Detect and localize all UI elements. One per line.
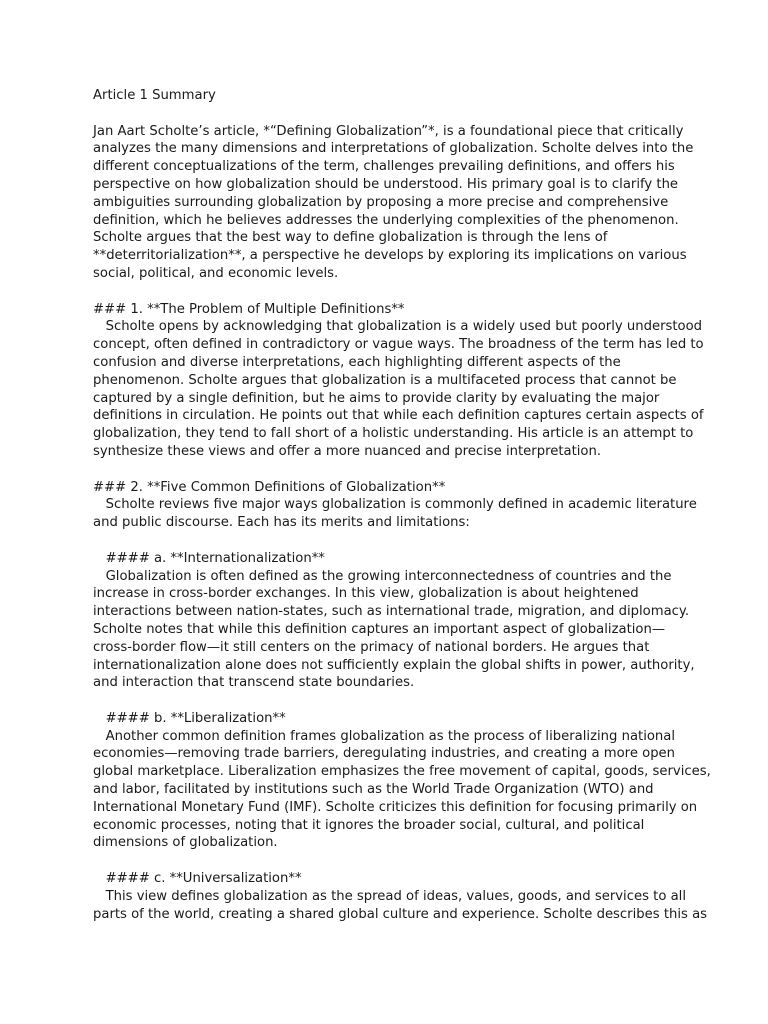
text-line: Scholte argues that the best way to define globalization is through the lens of: [93, 230, 608, 246]
document-title: Article 1 Summary: [93, 88, 216, 103]
text-line: definition, which he believes addresses the underlying complexities of the phenomenon.: [93, 212, 679, 228]
text-line: economic processes, noting that it ignores the broader social, cultural, and political: [93, 817, 645, 833]
text-line: Another common definition frames globalization as the process of liberalizing national: [93, 728, 676, 744]
text-line: concept, often defined in contradictory or vague ways. The broadness of the term has led to: [93, 337, 704, 353]
text-line: confusion and diverse interpretations, each highlighting different aspects of the: [93, 354, 621, 370]
subsection-heading: #### b. **Liberalization**: [93, 710, 286, 726]
blank-line: [93, 692, 693, 710]
subsection-c: [93, 870, 708, 923]
text-line: and interaction that transcend state boundaries.: [93, 675, 415, 691]
blank-line: [93, 852, 693, 870]
intro-paragraph: [93, 123, 693, 283]
text-line: internationalization alone does not sufficiently explain the global shifts in power, authority,: [93, 657, 695, 673]
text-line: captured by a single definition, but he aims to provide clarity by evaluating the major: [93, 390, 660, 406]
text-line: International Monetary Fund (IMF). Scholte criticizes this definition for focusing primarily on: [93, 799, 698, 815]
section-1: [93, 301, 704, 461]
subsection-a: [93, 550, 693, 692]
text-line: definitions in circulation. He points out that while each definition captures certain aspects of: [93, 408, 704, 424]
text-line: ambiguities surrounding globalization by proposing a more precise and comprehensive: [93, 194, 669, 210]
text-line: global marketplace. Liberalization emphasizes the free movement of capital, goods, services,: [93, 764, 711, 780]
text-line: Jan Aart Scholte’s article, *“Defining Globalization”*, is a foundational piece that critically: [93, 123, 684, 139]
text-line: interactions between nation-states, such as international trade, migration, and diplomacy.: [93, 604, 690, 620]
text-line: Scholte opens by acknowledging that globalization is a widely used but poorly understood: [93, 319, 703, 335]
section-heading: ### 2. **Five Common Definitions of Globalization**: [93, 479, 446, 495]
text-line: economies—removing trade barriers, deregulating industries, and creating a more open: [93, 746, 676, 762]
text-line: analyzes the many dimensions and interpretations of globalization. Scholte delves into the: [93, 141, 694, 157]
text-line: Globalization is often defined as the growing interconnectedness of countries and the: [93, 568, 672, 584]
text-line: perspective on how globalization should be understood. His primary goal is to clarify the: [93, 176, 679, 192]
blank-line: [93, 461, 693, 479]
blank-line: [93, 532, 693, 550]
blank-line: [93, 283, 693, 301]
subsection-heading: #### a. **Internationalization**: [93, 550, 325, 566]
text-line: globalization, they tend to fall short of a holistic understanding. His article is an attempt to: [93, 426, 694, 442]
text-line: synthesize these views and offer a more nuanced and precise interpretation.: [93, 443, 602, 459]
text-line: cross-border flow—it still centers on the primacy of national borders. He argues that: [93, 639, 650, 655]
text-line: increase in cross-border exchanges. In this view, globalization is about heightened: [93, 586, 639, 602]
text-line: parts of the world, creating a shared global culture and experience. Scholte describes this as: [93, 906, 708, 922]
text-line: Scholte notes that while this definition captures an important aspect of globalization—: [93, 621, 666, 637]
blank-line: [93, 105, 693, 123]
text-line: **deterritorialization**, a perspective he develops by exploring its implications on various: [93, 248, 687, 264]
document-page: [93, 87, 711, 923]
text-line: social, political, and economic levels.: [93, 265, 339, 281]
text-line: and labor, facilitated by institutions such as the World Trade Organization (WTO) and: [93, 782, 654, 798]
text-line: Scholte reviews five major ways globalization is commonly defined in academic literature: [93, 497, 697, 513]
text-line: phenomenon. Scholte argues that globalization is a multifaceted process that cannot be: [93, 372, 677, 388]
subsection-b: [93, 710, 711, 852]
text-line: and public discourse. Each has its merits and limitations:: [93, 515, 470, 531]
text-line: different conceptualizations of the term, challenges prevailing definitions, and offers his: [93, 159, 675, 175]
subsection-heading: #### c. **Universalization**: [93, 871, 302, 887]
section-2: [93, 479, 697, 532]
text-line: This view defines globalization as the spread of ideas, values, goods, and services to all: [93, 888, 686, 904]
section-heading: ### 1. **The Problem of Multiple Definitions**: [93, 301, 405, 317]
text-line: dimensions of globalization.: [93, 835, 278, 851]
